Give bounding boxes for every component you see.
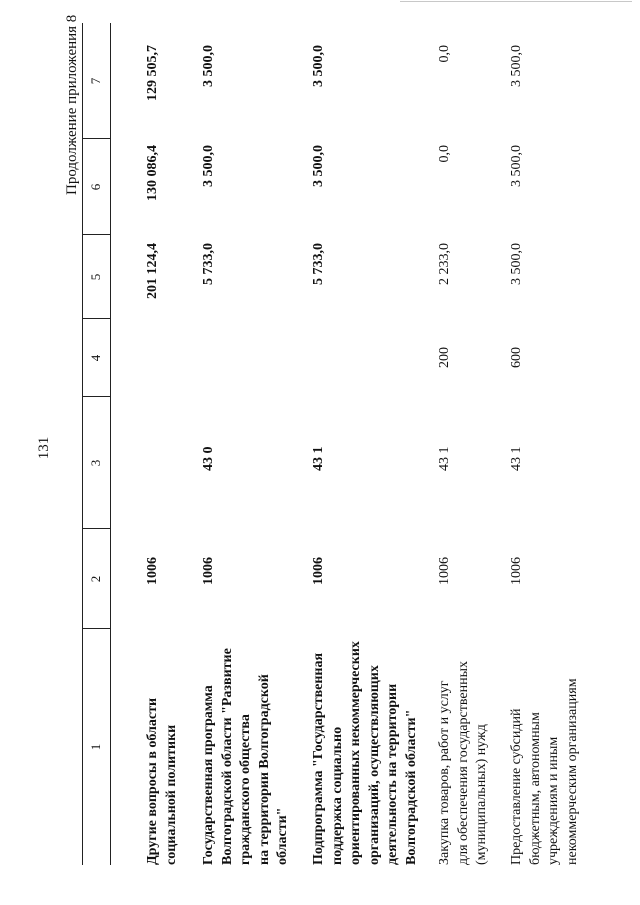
table-cell-code: 43 1: [437, 446, 452, 471]
table-cell-code: 1006: [201, 557, 216, 585]
table-row-name: Предоставление субсидий бюджетным, автономным учреждениям и иным некоммерческим организациям: [509, 678, 580, 865]
table-cell-value: 0,0: [437, 45, 452, 63]
header-col-5: 5: [88, 273, 103, 281]
table-cell-value: 3 500,0: [509, 145, 524, 187]
table-row-name: Другие вопросы в области социальной политики: [145, 697, 179, 865]
table-cell-value: 3 500,0: [509, 243, 524, 285]
header-col-6: 6: [88, 183, 103, 191]
table-cell-code: 1006: [145, 557, 160, 585]
table-cell-value: 3 500,0: [311, 45, 326, 87]
header-col-7: 7: [88, 77, 103, 85]
table-cell-code: 43 1: [509, 446, 524, 471]
table-cell-value: 129 505,7: [145, 45, 160, 101]
table-cell-code: 200: [437, 347, 452, 368]
header-col-3: 3: [88, 459, 103, 467]
table-cell-value: 3 500,0: [201, 45, 216, 87]
appendix-caption: Продолжение приложения 8: [64, 14, 80, 195]
header-col-2: 2: [88, 575, 103, 583]
table-cell-code: 43 0: [201, 446, 216, 471]
table-row-name: Подпрограмма "Государственная поддержка социально ориентированных некоммерческих организаций, осуществляющих деятельность на территории Волгоградской области": [311, 641, 419, 865]
table-cell-code: 1006: [437, 557, 452, 585]
page-number: 131: [36, 436, 52, 460]
header-top-line: [82, 23, 83, 865]
table-row-name: Закупка товаров, работ и услуг для обеспечения государственных (муниципальных) нужд: [437, 661, 489, 865]
header-col-4: 4: [88, 354, 103, 362]
table-cell-code: 1006: [311, 557, 326, 585]
table-row-name: Государственная программа Волгоградской области "Развитие гражданского общества на территории Волгоградской области": [201, 648, 290, 865]
table-cell-value: 130 086,4: [145, 145, 160, 201]
table-cell-value: 3 500,0: [201, 145, 216, 187]
table-cell-code: 600: [509, 347, 524, 368]
table-cell-value: 0,0: [437, 145, 452, 163]
table-cell-value: 201 124,4: [145, 243, 160, 299]
table-cell-code: 43 1: [311, 446, 326, 471]
table-cell-code: 1006: [509, 557, 524, 585]
table-cell-value: 5 733,0: [201, 243, 216, 285]
header-bottom-line: [110, 23, 111, 865]
table-cell-value: 2 233,0: [437, 243, 452, 285]
table-cell-value: 3 500,0: [311, 145, 326, 187]
table-cell-value: 3 500,0: [509, 45, 524, 87]
table-cell-value: 5 733,0: [311, 243, 326, 285]
header-col-1: 1: [88, 743, 103, 751]
